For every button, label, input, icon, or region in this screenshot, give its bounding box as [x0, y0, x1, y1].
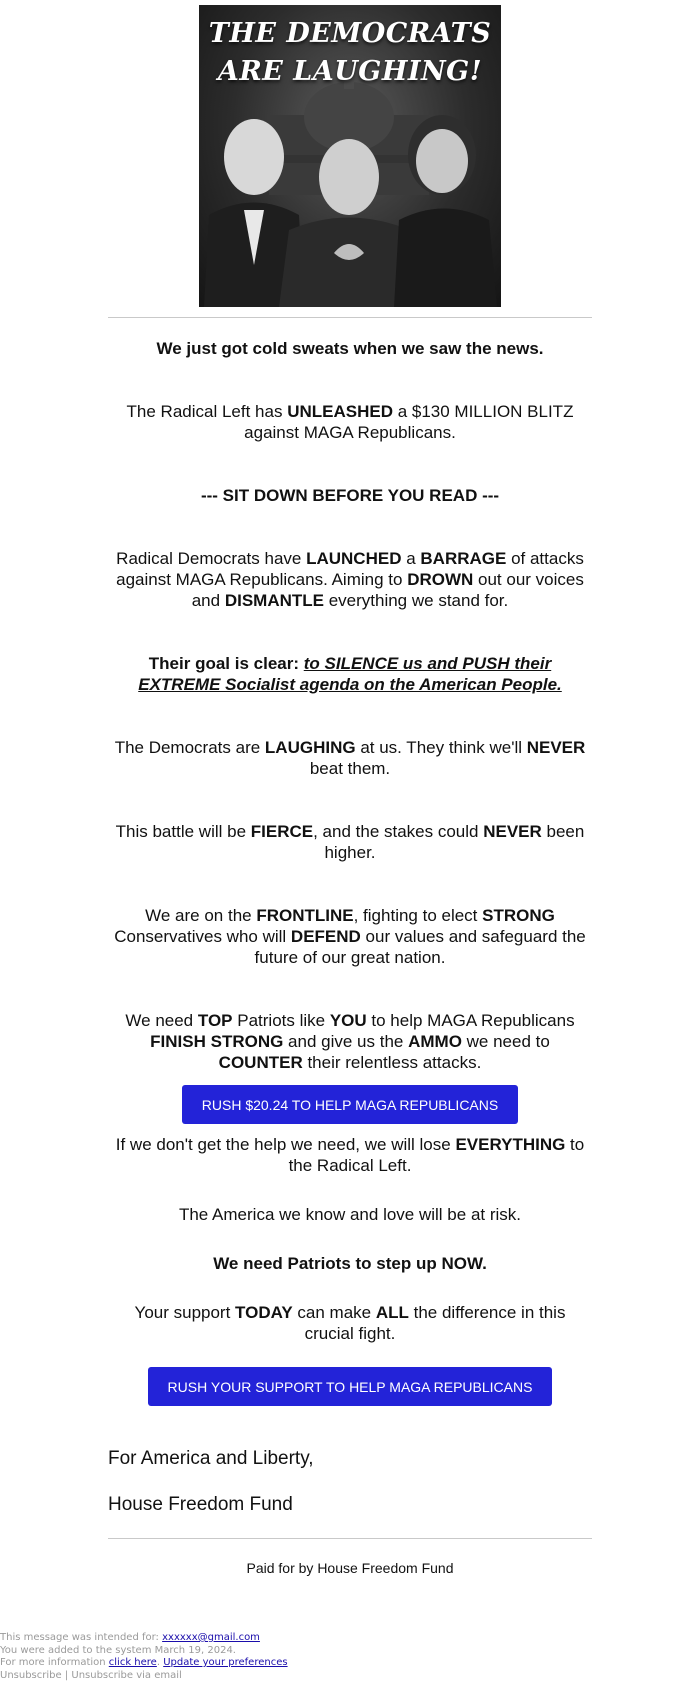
footer-info	[0, 1657, 288, 1670]
paragraph-frontline	[108, 905, 592, 968]
paragraph-today	[108, 1302, 592, 1344]
text-span: Their goal is clear:	[148, 654, 304, 673]
text-span: the difference in this crucial fight.	[304, 1303, 566, 1343]
text-span: , and the stakes could	[313, 822, 484, 841]
footer-added-date: You were added to the system March 19, 2024.	[0, 1644, 236, 1656]
text-span: a $130 MILLION BLITZ against MAGA Republicans.	[244, 402, 574, 442]
email-footer	[0, 1632, 288, 1682]
text-span: The Democrats are	[114, 738, 265, 757]
emphasis: DROWN	[407, 570, 474, 589]
hero-title	[199, 15, 501, 91]
footer-unsubscribe: Unsubscribe | Unsubscribe via email	[0, 1669, 182, 1681]
text-span: and give us the	[283, 1032, 409, 1051]
text-span: We are on the	[145, 906, 257, 925]
hero-title-line-1: THE DEMOCRATS	[208, 18, 492, 49]
paragraph-goal	[108, 653, 592, 695]
click-here-link[interactable]: click here	[108, 1657, 157, 1668]
text-span: Conservatives who will	[114, 927, 291, 946]
text-span: beat them.	[309, 759, 391, 778]
top-divider	[108, 317, 592, 318]
emphasis: NEVER	[483, 822, 542, 841]
emphasis: DISMANTLE	[224, 591, 324, 610]
emphasis: FIERCE	[250, 822, 314, 841]
text-span: out our voices and	[191, 570, 584, 610]
cta-wrapper	[108, 1085, 592, 1124]
hero-image	[199, 5, 501, 307]
cta-wrapper	[108, 1367, 592, 1406]
text-span: If we don't get the help we need, we will lose	[115, 1135, 456, 1154]
paragraph-step-up: We need Patriots to step up NOW.	[213, 1254, 487, 1273]
emphasis: COUNTER	[218, 1053, 303, 1072]
email-body	[108, 5, 592, 1577]
emphasis: TODAY	[235, 1303, 293, 1322]
paid-for-disclaimer: Paid for by House Freedom Fund	[246, 1560, 454, 1576]
emphasis-underlined: to SILENCE us and PUSH their EXTREME Socialist agenda on the American People.	[138, 654, 562, 694]
emphasis: AMMO	[408, 1032, 462, 1051]
text-span: everything we stand for.	[323, 591, 509, 610]
update-preferences-link[interactable]: Update your preferences	[163, 1657, 288, 1668]
paragraph-fierce	[108, 821, 592, 863]
emphasis: LAUNCHED	[306, 549, 402, 568]
emphasis: FINISH STRONG	[150, 1032, 284, 1051]
donate-2024-button[interactable]: RUSH $20.24 TO HELP MAGA REPUBLICANS	[182, 1085, 518, 1124]
emphasis: BARRAGE	[420, 549, 507, 568]
text-span: This battle will be	[115, 822, 251, 841]
intro-line: We just got cold sweats when we saw the news.	[156, 339, 544, 358]
paragraph-laughing	[108, 737, 592, 779]
text-span: Radical Democrats have	[116, 549, 307, 568]
emphasis: ALL	[375, 1303, 409, 1322]
paragraph-everything	[108, 1134, 592, 1176]
footer-intended	[0, 1632, 288, 1645]
emphasis: FRONTLINE	[256, 906, 354, 925]
paragraph-top-patriots	[108, 1010, 592, 1073]
hero-title-line-2: ARE LAUGHING!	[217, 56, 483, 87]
text-span: For more information	[0, 1657, 109, 1668]
text-span: We need	[125, 1011, 198, 1030]
text-span: This message was intended for:	[0, 1632, 163, 1643]
emphasis: DEFEND	[290, 927, 361, 946]
text-span: of attacks against MAGA Republicans. Aiming to	[116, 549, 584, 589]
text-span: Your support	[134, 1303, 236, 1322]
paragraph-at-risk: The America we know and love will be at risk.	[178, 1205, 522, 1224]
signoff-line: For America and Liberty,	[108, 1448, 314, 1469]
text-span: The Radical Left has	[126, 402, 288, 421]
signature: House Freedom Fund	[108, 1494, 293, 1515]
text-span: a	[401, 549, 421, 568]
emphasis: NEVER	[526, 738, 586, 757]
sit-down-heading: --- SIT DOWN BEFORE YOU READ ---	[200, 486, 500, 505]
recipient-email-link[interactable]: xxxxxx@gmail.com	[162, 1632, 260, 1643]
rush-support-button[interactable]: RUSH YOUR SUPPORT TO HELP MAGA REPUBLICANS	[148, 1367, 553, 1406]
text-span: we need to	[461, 1032, 550, 1051]
text-span: their relentless attacks.	[302, 1053, 482, 1072]
text-span: Patriots like	[232, 1011, 330, 1030]
text-span: been higher.	[324, 822, 585, 862]
emphasis: EVERYTHING	[455, 1135, 566, 1154]
text-span: to help MAGA Republicans	[366, 1011, 575, 1030]
text-span: to the Radical Left.	[288, 1135, 585, 1175]
paragraph-blitz	[108, 401, 592, 443]
emphasis: YOU	[329, 1011, 367, 1030]
text-span: can make	[292, 1303, 376, 1322]
emphasis: TOP	[197, 1011, 233, 1030]
paragraph-barrage	[108, 548, 592, 611]
text-span: our values and safeguard the future of our great nation.	[254, 927, 586, 967]
text-span: , fighting to elect	[353, 906, 483, 925]
emphasis: LAUGHING	[264, 738, 356, 757]
text-span: at us. They think we'll	[355, 738, 527, 757]
emphasis: STRONG	[482, 906, 555, 925]
bottom-divider	[108, 1538, 592, 1539]
text-span: .	[156, 1657, 164, 1668]
emphasis: UNLEASHED	[287, 402, 393, 421]
